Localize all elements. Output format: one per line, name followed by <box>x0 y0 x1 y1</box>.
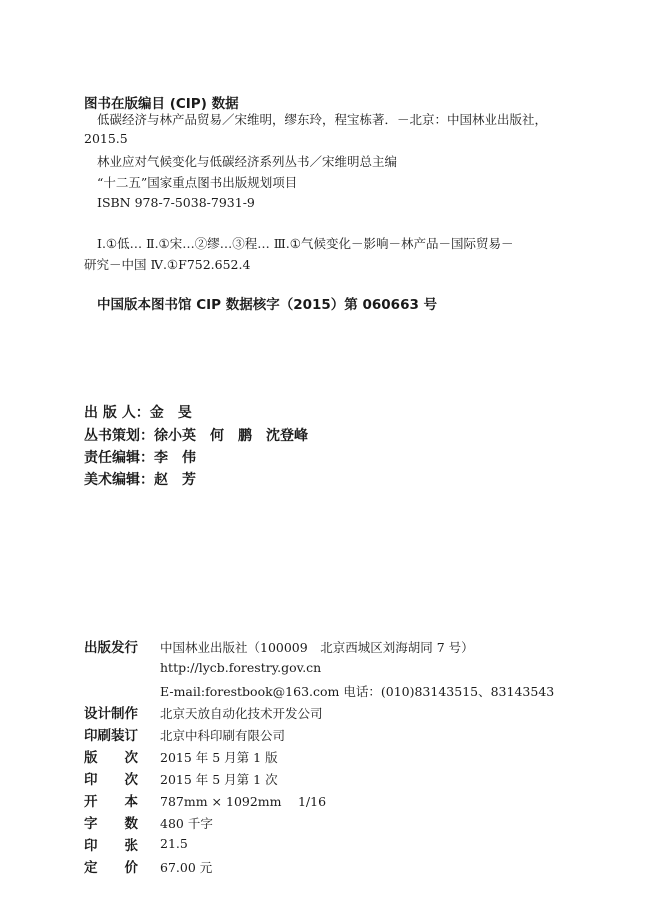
staff-value: 李 伟 <box>154 450 196 466</box>
pub-label-printing: 印刷装订 <box>84 728 138 744</box>
cip-verification: 中国版本图书馆 CIP 数据核字（2015）第 060663 号 <box>97 297 438 313</box>
cip-line-1: 低碳经济与林产品贸易／宋维明，缪东玲，程宝栋著．－北京：中国林业出版社， <box>97 112 548 127</box>
cip-line-2: 2015.5 <box>84 131 128 146</box>
pub-label-price: 定 价 <box>84 860 138 876</box>
pub-label-word-count: 字 数 <box>84 816 138 832</box>
pub-label-design: 设计制作 <box>84 706 138 722</box>
pub-value-edition: 2015 年 5 月第 1 版 <box>160 750 278 765</box>
cip-line-4: “十二五”国家重点图书出版规划项目 <box>97 175 298 190</box>
staff-label: 美术编辑： <box>84 472 154 488</box>
staff-row-art-editor <box>84 469 196 489</box>
pub-label-sheets: 印 张 <box>84 838 138 854</box>
cip-line-3: 林业应对气候变化与低碳经济系列丛书／宋维明总主编 <box>97 154 398 169</box>
pub-label-distribution: 出版发行 <box>84 640 138 656</box>
staff-row-editor <box>84 447 196 467</box>
pub-label-format: 开 本 <box>84 794 138 810</box>
staff-value: 赵 芳 <box>154 472 196 488</box>
pub-value-website: http://lycb.forestry.gov.cn <box>160 660 322 675</box>
staff-label: 出 版 人： <box>84 405 150 421</box>
cip-isbn: ISBN 978-7-5038-7931-9 <box>97 195 255 210</box>
staff-label: 丛书策划： <box>84 428 154 444</box>
staff-row-planning <box>84 425 308 445</box>
cip-classification-2: 研究－中国 Ⅳ.①F752.652.4 <box>84 257 251 272</box>
staff-value: 金 旻 <box>149 405 192 421</box>
pub-value-design: 北京天放自动化技术开发公司 <box>160 706 323 721</box>
cip-classification-1: Ⅰ.①低… Ⅱ.①宋…②缪…③程… Ⅲ.①气候变化－影响－林产品－国际贸易－ <box>97 236 514 251</box>
cip-heading: 图书在版编目 (CIP) 数据 <box>84 96 239 112</box>
pub-value-format: 787mm × 1092mm 1/16 <box>160 794 327 809</box>
staff-row-publisher <box>84 402 192 422</box>
staff-label: 责任编辑： <box>84 450 154 466</box>
pub-value-printing: 北京中科印刷有限公司 <box>160 728 286 743</box>
staff-value: 徐小英 何 鹏 沈登峰 <box>154 428 308 444</box>
pub-label-impression: 印 次 <box>84 772 138 788</box>
pub-value-price: 67.00 元 <box>160 860 213 875</box>
pub-value-impression: 2015 年 5 月第 1 次 <box>160 772 278 787</box>
pub-value-distribution: 中国林业出版社（100009 北京西城区刘海胡同 7 号） <box>160 640 474 655</box>
pub-value-word-count: 480 千字 <box>160 816 213 831</box>
pub-label-edition: 版 次 <box>84 750 138 766</box>
pub-value-sheets: 21.5 <box>160 836 188 851</box>
pub-value-contact: E-mail:forestbook@163.com 电话：(010)83143515、83143543 <box>160 684 555 699</box>
